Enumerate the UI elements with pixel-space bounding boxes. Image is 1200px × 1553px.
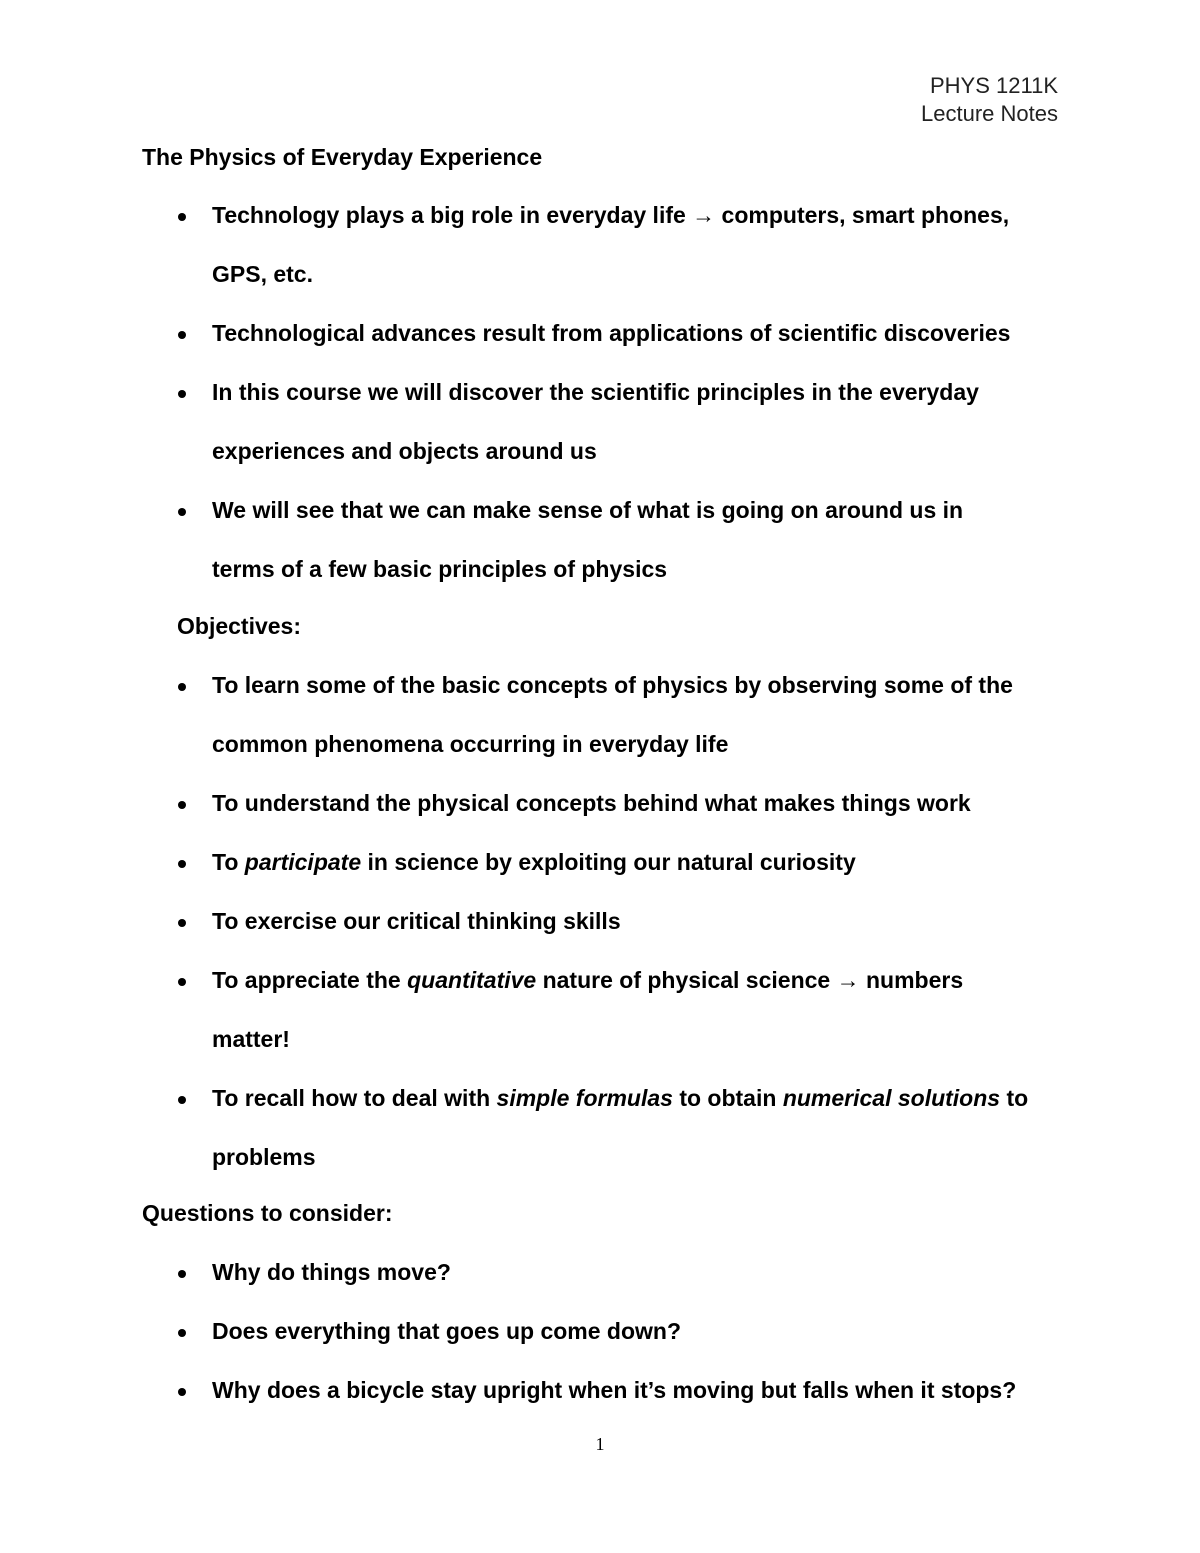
list-item bbox=[212, 951, 1012, 1069]
document-type: Lecture Notes bbox=[921, 101, 1058, 126]
list-item bbox=[212, 1361, 1062, 1420]
bullet-icon bbox=[178, 363, 192, 422]
bullet-text: To recall how to deal with simple formulas to obtain numerical solutions to problems bbox=[212, 1085, 1029, 1170]
list-item bbox=[212, 1069, 1062, 1187]
list-item bbox=[212, 774, 1062, 833]
bullet-text: Does everything that goes up come down? bbox=[212, 1318, 682, 1344]
bullet-text: Technological advances result from applications of scientific discoveries bbox=[212, 320, 1011, 346]
intro-bullet-list bbox=[212, 186, 1062, 599]
bullet-icon bbox=[178, 951, 192, 1010]
questions-heading: Questions to consider: bbox=[142, 1200, 393, 1226]
list-item bbox=[212, 186, 1042, 304]
list-item bbox=[212, 892, 1062, 951]
questions-list bbox=[212, 1243, 1062, 1420]
bullet-text: To exercise our critical thinking skills bbox=[212, 908, 621, 934]
bullet-text: To learn some of the basic concepts of physics by observing some of the common phenomena occurring in everyday life bbox=[212, 672, 1013, 757]
emphasis: numerical solutions bbox=[782, 1085, 1001, 1111]
bullet-text: Technology plays a big role in everyday life → computers, smart phones, GPS, etc. bbox=[212, 202, 1010, 287]
list-item bbox=[212, 1243, 1062, 1302]
list-item bbox=[212, 304, 1062, 363]
document-header bbox=[921, 72, 1058, 128]
objectives-heading: Objectives: bbox=[177, 613, 301, 639]
list-item bbox=[212, 1302, 1062, 1361]
course-code: PHYS 1211K bbox=[929, 73, 1058, 98]
bullet-icon bbox=[178, 1243, 192, 1302]
emphasis: quantitative bbox=[407, 967, 537, 993]
bullet-text: Why do things move? bbox=[212, 1259, 451, 1285]
bullet-icon bbox=[178, 1069, 192, 1128]
bullet-icon bbox=[178, 774, 192, 833]
bullet-text: We will see that we can make sense of what is going on around us in terms of a few basic principles of physics bbox=[212, 497, 964, 582]
bullet-icon bbox=[178, 1361, 192, 1420]
page-title: The Physics of Everyday Experience bbox=[142, 144, 543, 170]
bullet-text: To participate in science by exploiting our natural curiosity bbox=[212, 849, 856, 875]
bullet-text: Why does a bicycle stay upright when it’s moving but falls when it stops? bbox=[212, 1377, 1017, 1403]
bullet-icon bbox=[178, 304, 192, 363]
bullet-icon bbox=[178, 186, 192, 245]
bullet-icon bbox=[178, 833, 192, 892]
bullet-icon bbox=[178, 892, 192, 951]
bullet-icon bbox=[178, 481, 192, 540]
bullet-text: To understand the physical concepts behind what makes things work bbox=[212, 790, 971, 816]
emphasis: simple formulas bbox=[496, 1085, 673, 1111]
objectives-list bbox=[212, 656, 1062, 1187]
bullet-text: To appreciate the quantitative nature of physical science → numbers matter! bbox=[212, 967, 964, 1052]
emphasis: participate bbox=[244, 849, 362, 875]
list-item bbox=[212, 481, 1002, 599]
bullet-icon bbox=[178, 656, 192, 715]
list-item bbox=[212, 363, 1002, 481]
page-number: 1 bbox=[595, 1434, 605, 1454]
bullet-icon bbox=[178, 1302, 192, 1361]
bullet-text: In this course we will discover the scientific principles in the everyday experiences and objects around us bbox=[212, 379, 979, 464]
list-item bbox=[212, 833, 1062, 892]
list-item bbox=[212, 656, 1042, 774]
